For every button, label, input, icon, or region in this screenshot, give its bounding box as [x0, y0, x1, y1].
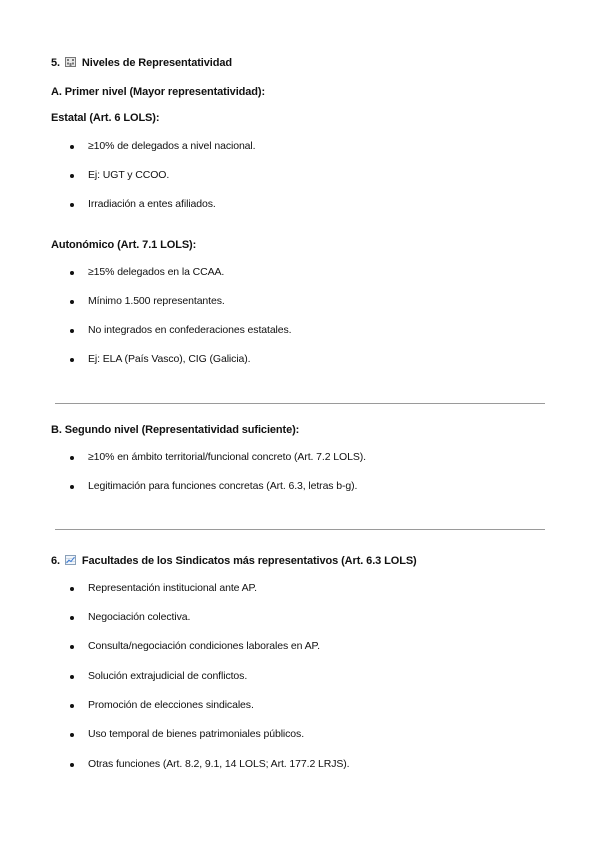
bullet — [70, 733, 74, 737]
bullet — [70, 300, 74, 304]
list-item: Promoción de elecciones sindicales. — [88, 699, 254, 711]
section-6-number: 6. — [51, 555, 60, 567]
list-item: Uso temporal de bienes patrimoniales públicos. — [88, 728, 305, 740]
chart-icon — [65, 555, 76, 565]
list-item: Irradiación a entes afiliados. — [88, 198, 216, 210]
section-5-number: 5. — [51, 57, 60, 69]
bullet — [70, 174, 74, 178]
bullet — [70, 616, 74, 620]
list-item: Mínimo 1.500 representantes. — [88, 295, 225, 307]
list-item: Representación institucional ante AP. — [88, 582, 257, 594]
list-item: Negociación colectiva. — [88, 611, 191, 623]
autonomico-heading: Autonómico (Art. 7.1 LOLS): — [51, 239, 197, 251]
section-6-heading — [51, 555, 417, 567]
estatal-heading: Estatal (Art. 6 LOLS): — [51, 112, 160, 124]
section-5-title: Niveles de Representatividad — [81, 57, 232, 69]
bullet — [70, 485, 74, 489]
bullet — [70, 645, 74, 649]
list-item: No integrados en confederaciones estatales. — [88, 324, 292, 336]
list-item: ≥10% de delegados a nivel nacional. — [88, 140, 256, 152]
list-item: Ej: UGT y CCOO. — [88, 169, 170, 181]
bullet — [70, 456, 74, 460]
section-6-title: Facultades de los Sindicatos más representativos (Art. 6.3 LOLS) — [81, 555, 417, 567]
list-item: Consulta/negociación condiciones laborales en AP. — [88, 640, 320, 652]
list-item: ≥15% delegados en la CCAA. — [88, 266, 225, 278]
bullet — [70, 587, 74, 591]
bullet — [70, 145, 74, 149]
list-item: Otras funciones (Art. 8.2, 9.1, 14 LOLS; Art. 177.2 LRJS). — [88, 758, 350, 770]
level-a-heading: A. Primer nivel (Mayor representatividad): — [51, 86, 266, 98]
divider — [55, 529, 545, 530]
bullet — [70, 203, 74, 207]
list-item: Legitimación para funciones concretas (Art. 6.3, letras b-g). — [88, 480, 358, 492]
bullet — [70, 704, 74, 708]
list-item: ≥10% en ámbito territorial/funcional concreto (Art. 7.2 LOLS). — [88, 451, 366, 463]
section-5-heading — [51, 57, 232, 69]
building-icon — [65, 57, 76, 67]
level-b-heading: B. Segundo nivel (Representatividad suficiente): — [51, 424, 300, 436]
bullet — [70, 763, 74, 767]
bullet — [70, 675, 74, 679]
divider — [55, 403, 545, 404]
list-item: Ej: ELA (País Vasco), CIG (Galicia). — [88, 353, 251, 365]
bullet — [70, 329, 74, 333]
list-item: Solución extrajudicial de conflictos. — [88, 670, 248, 682]
bullet — [70, 358, 74, 362]
bullet — [70, 271, 74, 275]
